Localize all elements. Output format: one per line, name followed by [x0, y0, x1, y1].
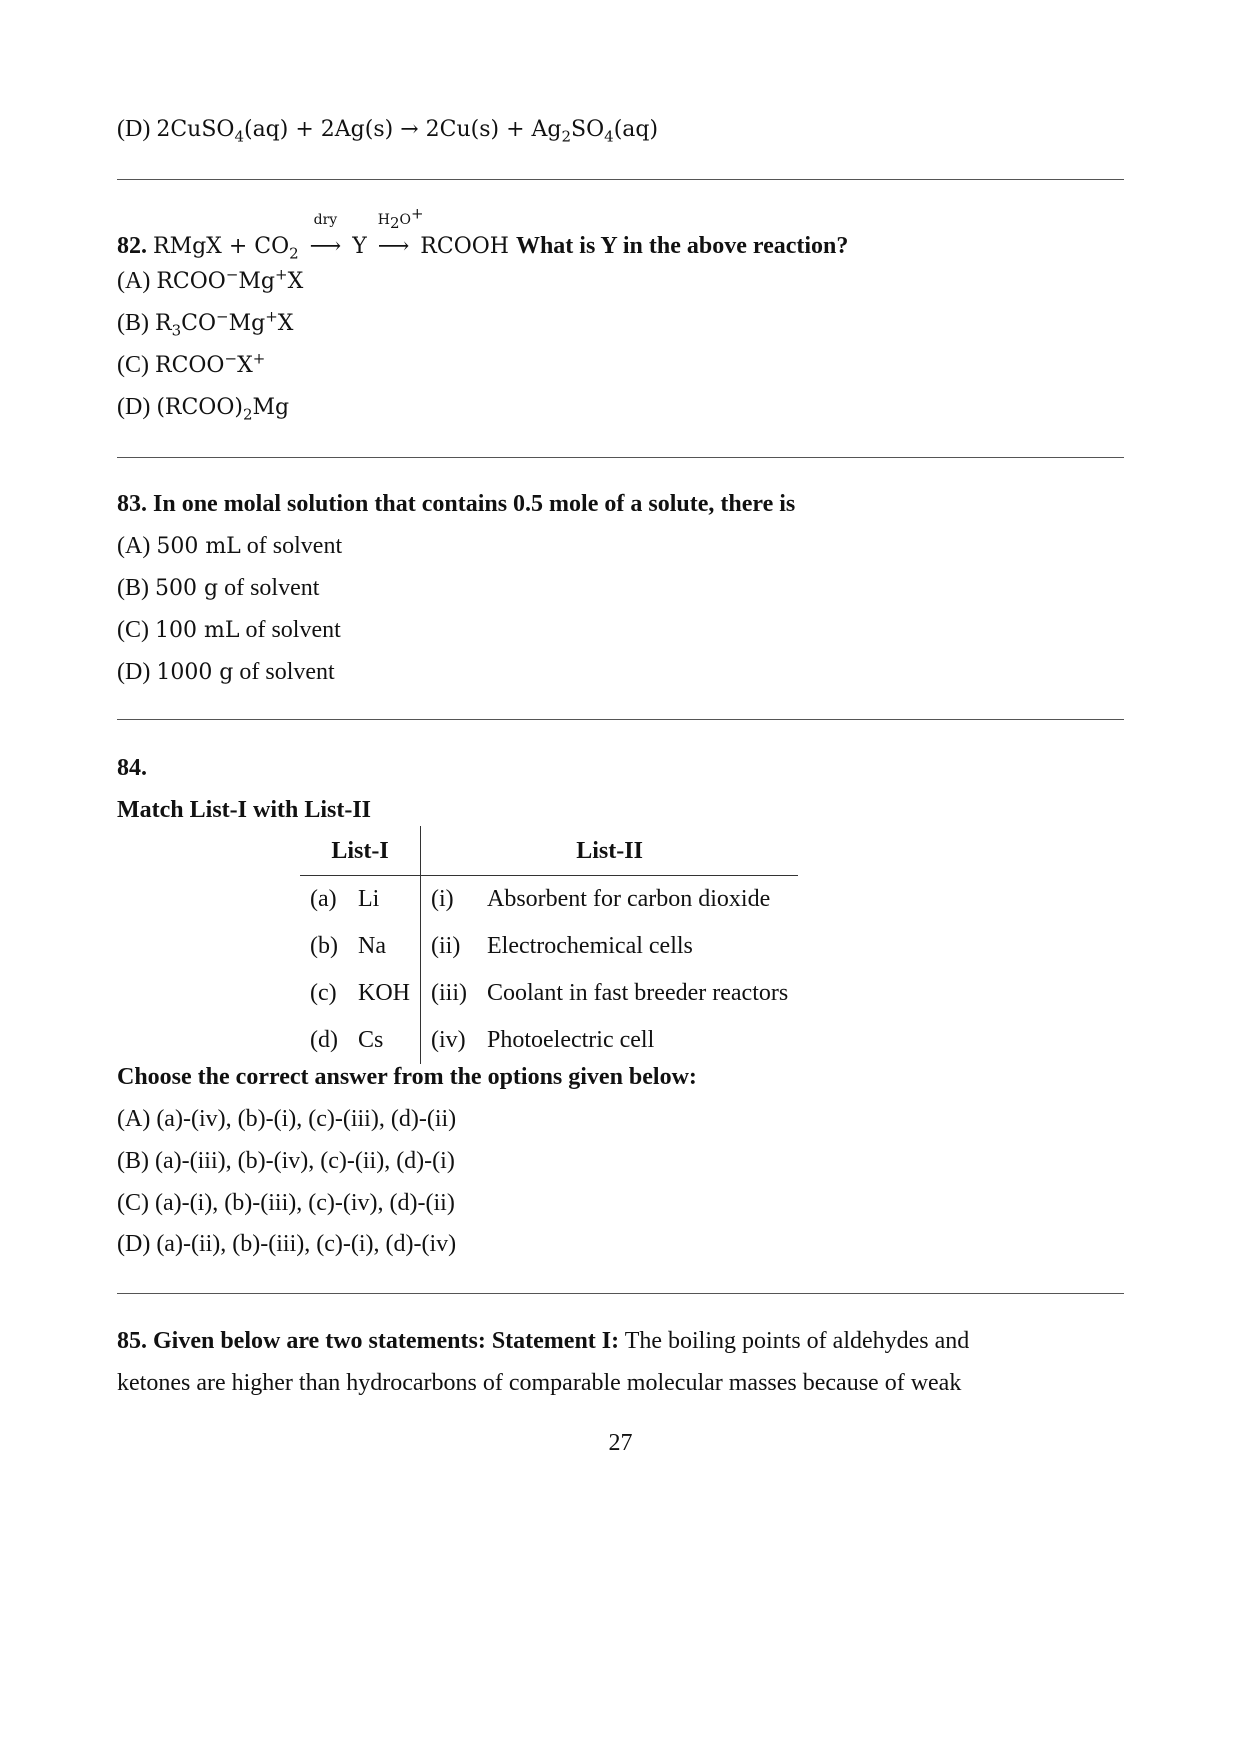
eq-text: X: [287, 269, 304, 294]
eq-text: Mg: [228, 311, 266, 336]
q84-option-b: (B) (a)-(iii), (b)-(iv), (c)-(ii), (d)-(i): [117, 1148, 455, 1174]
list1-key: (d): [310, 1027, 338, 1053]
list1-header: List-I: [300, 826, 420, 876]
eq-sub: 4: [604, 127, 614, 146]
question-number: 83.: [117, 491, 147, 517]
list2-key: (i): [430, 886, 454, 912]
list2-key: (iii): [430, 980, 467, 1006]
divider: [117, 719, 1124, 720]
eq-sup: −: [216, 307, 229, 326]
option-value: 1000 g: [156, 660, 234, 685]
q82-stem: [117, 204, 849, 263]
eq-sup: −: [224, 349, 238, 368]
q85-stem-line1: [117, 1328, 969, 1355]
eq-text: X: [237, 353, 253, 378]
q82-option-d: [117, 394, 290, 424]
eq-text: X: [277, 311, 294, 336]
eq-text: RCOO: [156, 269, 226, 294]
option-text: of solvent: [218, 575, 320, 601]
q83-option-c: [117, 617, 341, 644]
question-text: The boiling points of aldehydes and: [619, 1328, 970, 1354]
option-label: (B): [117, 575, 149, 601]
list1-key: (a): [310, 886, 337, 912]
list1-key: (b): [310, 933, 338, 959]
eq-text: (aq): [613, 117, 659, 142]
q85-stem-line2: ketones are higher than hydrocarbons of comparable molecular masses because of weak: [117, 1370, 962, 1396]
option-label: (D): [117, 116, 151, 142]
eq-text: RMgX + CO: [153, 234, 290, 259]
q84-option-c: (C) (a)-(i), (b)-(iii), (c)-(iv), (d)-(ii): [117, 1190, 455, 1216]
eq-sup: +: [265, 307, 278, 326]
q83-option-d: [117, 659, 335, 686]
eq-text: (aq) + 2Ag(s): [243, 117, 394, 142]
option-label: (A): [117, 533, 151, 559]
eq-text: Mg: [252, 395, 290, 420]
list2-value: Coolant in fast breeder reactors: [486, 980, 789, 1006]
divider: [117, 179, 1124, 180]
eq-text: 2Cu(s) + Ag: [425, 117, 562, 142]
option-label: (A): [117, 268, 151, 294]
q82-option-c: [117, 349, 266, 379]
option-label: (D): [117, 659, 151, 685]
eq-text: O: [399, 212, 411, 228]
table-row: [300, 1017, 798, 1064]
option-label: (C): [117, 352, 149, 378]
option-value: 100 mL: [155, 618, 240, 643]
question-text: In one molal solution that contains 0.5 mole of a solute, there is: [153, 491, 796, 517]
q82-option-b: [117, 307, 294, 340]
question-number: 85.: [117, 1328, 147, 1354]
list1-value: Na: [348, 923, 421, 970]
option-value: 500 g: [155, 576, 219, 601]
divider: [117, 457, 1124, 458]
reaction-arrow: $H_2O^+$ ⟶: [377, 204, 424, 259]
list2-value: Photoelectric cell: [486, 1027, 655, 1053]
eq-sub: 2: [242, 405, 253, 424]
table-row: [300, 876, 798, 924]
eq-sup: −: [225, 265, 239, 284]
option-value: 500 mL: [156, 534, 241, 559]
list1-value: Li: [348, 876, 421, 924]
eq-text: R: [155, 311, 172, 336]
q84-prompt: Choose the correct answer from the options given below:: [117, 1064, 697, 1090]
q81-equation: [156, 117, 659, 146]
reaction-arrow: dry ⟶: [309, 212, 342, 259]
eq-sub: 2: [389, 213, 400, 232]
option-text: of solvent: [239, 617, 341, 643]
page-number: 27: [608, 1430, 633, 1456]
question-number: 82.: [117, 233, 147, 259]
q82-option-a: [117, 265, 304, 295]
eq-text: RCOO: [155, 353, 225, 378]
eq-sup: +: [252, 349, 266, 368]
table-row: [300, 923, 798, 970]
option-label: (C): [117, 617, 149, 643]
option-label: (D): [117, 394, 151, 420]
list1-value: Cs: [348, 1017, 421, 1064]
list1-value: KOH: [348, 970, 421, 1017]
eq-text: SO: [571, 117, 605, 142]
q83-stem: [117, 491, 795, 518]
table-header-row: [300, 826, 798, 876]
eq-text: CO: [181, 311, 216, 336]
list1-key: (c): [310, 980, 337, 1006]
question-text: What is Y in the above reaction?: [515, 233, 849, 259]
eq-sub: 2: [289, 244, 299, 263]
arrow-label: dry: [313, 212, 338, 228]
q82-equation: [153, 204, 516, 263]
arrow-label: [377, 204, 424, 232]
q84-number: 84.: [117, 755, 147, 781]
question-page: [117, 0, 1124, 1754]
table-row: [300, 970, 798, 1017]
question-lead: Given below are two statements: Statement I:: [153, 1328, 620, 1354]
q84-option-a: (A) (a)-(iv), (b)-(i), (c)-(iii), (d)-(ii): [117, 1106, 457, 1132]
q84-instruction: Match List-I with List-II: [117, 797, 372, 823]
eq-sub: 2: [561, 127, 572, 146]
eq-text: (RCOO): [156, 395, 243, 420]
option-text: of solvent: [240, 533, 343, 559]
q84-option-d: (D) (a)-(ii), (b)-(iii), (c)-(i), (d)-(iv): [117, 1231, 457, 1257]
eq-text: 2CuSO: [156, 117, 235, 142]
list2-value: Electrochemical cells: [486, 933, 693, 959]
list2-header: List-II: [420, 826, 798, 876]
q83-option-b: [117, 575, 319, 602]
eq-text: Y: [352, 234, 367, 259]
q83-option-a: [117, 533, 342, 560]
list2-key: (iv): [430, 1027, 466, 1053]
list2-value: Absorbent for carbon dioxide: [486, 886, 771, 912]
eq-text: Mg: [238, 269, 275, 294]
eq-sub: 4: [234, 127, 244, 146]
option-text: of solvent: [233, 659, 335, 685]
option-label: (B): [117, 310, 149, 336]
list2-key: (ii): [430, 933, 461, 959]
arrow: →: [400, 117, 419, 142]
eq-text: RCOOH: [420, 234, 509, 259]
match-table: [300, 826, 798, 1064]
eq-sub: 3: [171, 321, 182, 340]
eq-sup: +: [275, 265, 288, 284]
eq-text: H: [377, 212, 390, 228]
divider: [117, 1293, 1124, 1294]
eq-sup: +: [411, 204, 424, 223]
q81-option-d: [117, 116, 659, 146]
